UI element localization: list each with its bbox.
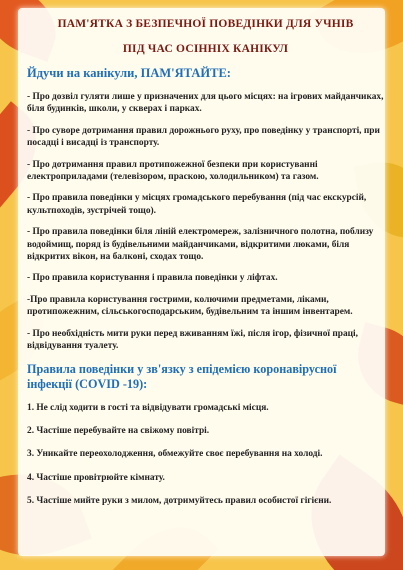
covid-heading: Правила поведінки у зв'язку з епідемією коронавірусної інфекції (COVID -19): [27,361,337,391]
rule-item: - Про суворе дотримання правил дорожнього руху, про поведінку у транспорті, при посадці і висадці із транспорту. [27,125,380,149]
covid-rule-item: 1. Не слід ходити в гості та відвідувати громадські місця. [27,402,269,413]
covid-rule-item: 4. Частіше провітрюйте кімнату. [27,472,165,483]
memo-content [27,12,384,519]
rule-item: - Про дотримання правил протипожежної безпеки при користуванні електроприладами (телевізором, праскою, холодильником) та газом. [27,159,319,183]
intro-heading: Йдучи на канікули, ПАМ'ЯТАЙТЕ: [27,66,231,80]
rule-item: - Про правила поведінки біля ліній електромереж, залізничного полотна, поблизу водоймищ, поряд із будівельними майданчиками, відкритими люками, біля відкритих вікон, на балконі, сходах тощо. [27,227,374,263]
rule-item: - Про дозвіл гуляти лише у призначених для цього місцях: на ігрових майданчиках, біля будинків, школи, у скверах і парках. [27,92,384,115]
rule-item: - Про правила користування і правила поведінки у ліфтах. [27,273,278,284]
rule-item: -Про правила користування гострими, колючими предметами, ліками, протипожежним, сільськогосподарським, будівельним та іншим інвентарем. [27,294,353,318]
covid-rule-item: 5. Частіше мийте руки з милом, дотримуйтесь правил особистої гігієни. [27,496,332,507]
rule-item: - Про правила поведінки у місцях громадського перебування (під час екскурсій, культпоходів, зустрічей тощо). [27,193,367,216]
covid-rule-item: 3. Уникайте переохолодження, обмежуйте своє перебування на холоді. [27,449,323,460]
covid-rule-item: 2. Частіше перебувайте на свіжому повітрі. [27,425,210,436]
rule-item: - Про необхідність мити руки перед вживанням їжі, після ігор, фізичної праці, відвідування туалету. [27,328,358,352]
page-title-line1: ПАМ'ЯТКА З БЕЗПЕЧНОЇ ПОВЕДІНКИ ДЛЯ УЧНІВ [57,18,354,30]
page-title-line2: ПІД ЧАС ОСІННІХ КАНІКУЛ [122,43,289,55]
